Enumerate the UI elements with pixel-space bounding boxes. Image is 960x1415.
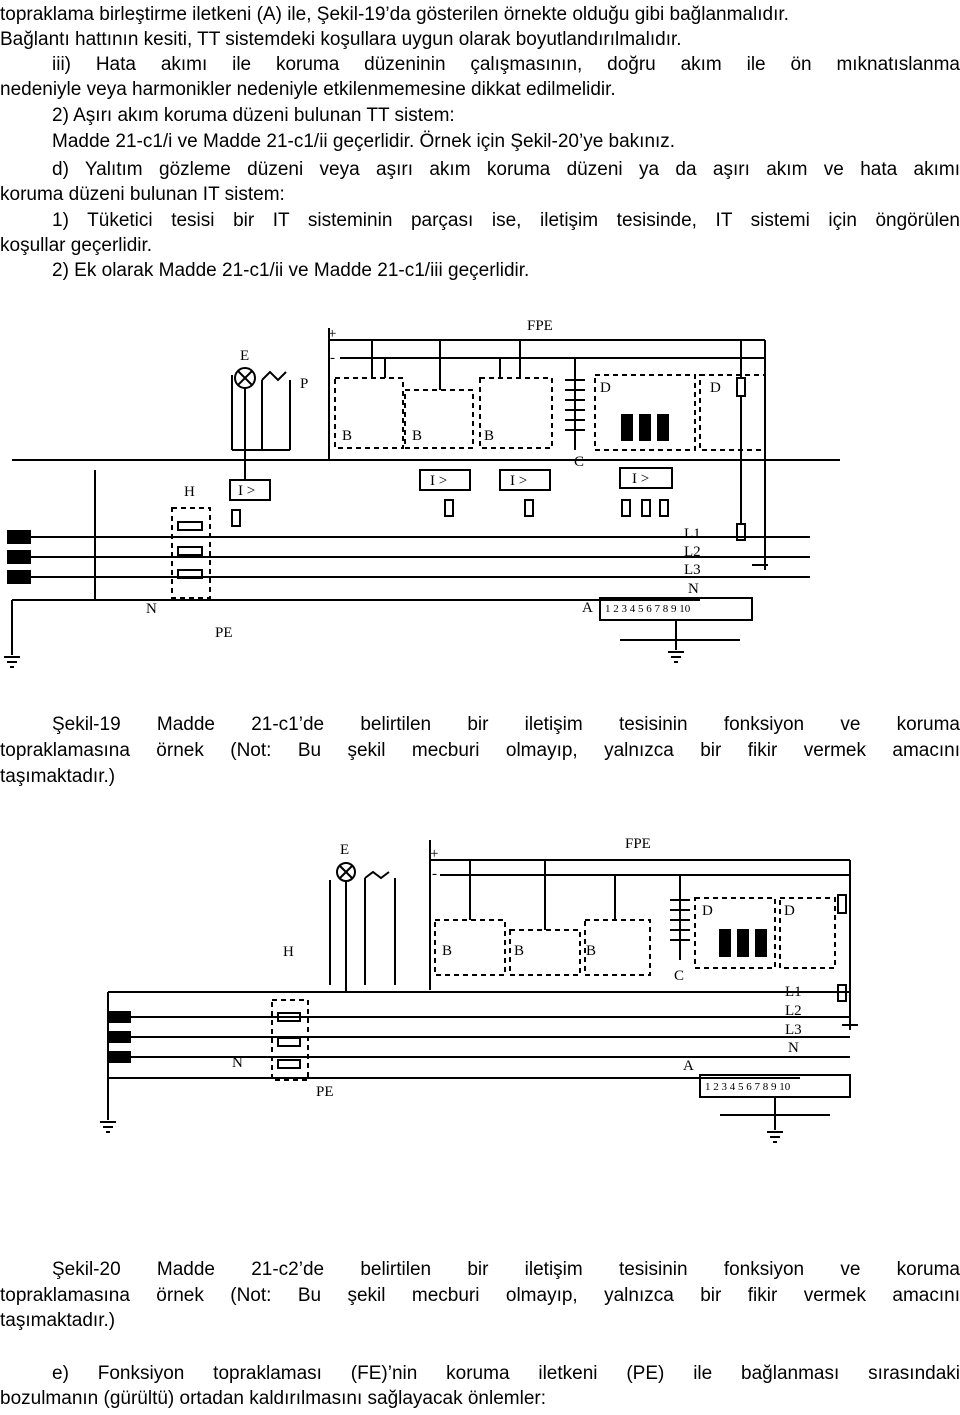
figure-20-diagram: [0, 820, 960, 1160]
svg-text:H: H: [283, 944, 294, 960]
svg-text:-: -: [330, 350, 335, 366]
text-line: Madde 21-c1/i ve Madde 21-c1/ii geçerlidir. Örnek için Şekil-20’ye bakınız.: [52, 131, 676, 152]
svg-text:C: C: [674, 968, 685, 984]
svg-text:FPE: FPE: [527, 318, 553, 334]
svg-text:I >: I >: [238, 483, 256, 499]
svg-text:D: D: [600, 380, 611, 396]
figure-20-caption: Şekil-20 Madde 21-c2’de belirtilen bir iletişim tesisinin fonksiyon ve koruma: [52, 1259, 960, 1280]
text-line: d) Yalıtım gözleme düzeni veya aşırı akım koruma düzeni ya da aşırı akım ve hata akımı: [52, 159, 960, 180]
svg-text:A: A: [582, 600, 593, 616]
svg-text:E: E: [240, 348, 250, 364]
text-line: koşullar geçerlidir.: [0, 235, 153, 256]
figure-19-diagram: [0, 300, 960, 700]
svg-text:I >: I >: [510, 473, 528, 489]
svg-text:P: P: [300, 376, 309, 392]
svg-text:H: H: [184, 484, 195, 500]
figure-19-caption: Şekil-19 Madde 21-c1’de belirtilen bir iletişim tesisinin fonksiyon ve koruma: [52, 714, 960, 735]
svg-text:FPE: FPE: [625, 836, 651, 852]
svg-text:C: C: [574, 454, 585, 470]
text-line: nedeniyle veya harmonikler nedeniyle etkilenmemesine dikkat edilmelidir.: [0, 79, 616, 100]
svg-text:L2: L2: [785, 1003, 802, 1019]
figure-19-caption: taşımaktadır.): [0, 766, 116, 787]
svg-text:N: N: [688, 581, 699, 597]
figure-19-caption: topraklamasına örnek (Not: Bu şekil mecburi olmayıp, yalnızca bir fikir vermek amacını: [0, 740, 960, 761]
svg-text:D: D: [784, 903, 795, 919]
svg-text:1 2 3 4 5 6 7 8 9 10: 1 2 3 4 5 6 7 8 9 10: [605, 603, 691, 615]
svg-text:B: B: [442, 943, 453, 959]
svg-text:N: N: [232, 1055, 243, 1071]
svg-text:-: -: [432, 866, 437, 882]
text-line: koruma düzeni bulunan IT sistem:: [0, 184, 285, 205]
text-line: 1) Tüketici tesisi bir IT sisteminin parçası ise, iletişim tesisinde, IT sistemi için öngörülen: [52, 210, 960, 231]
svg-text:N: N: [788, 1040, 799, 1056]
svg-text:B: B: [412, 428, 423, 444]
text-line: e) Fonksiyon topraklaması (FE)’nin koruma iletkeni (PE) ile bağlanması sırasındaki: [52, 1363, 960, 1384]
svg-text:I >: I >: [632, 471, 650, 487]
svg-text:1 2 3 4 5 6 7 8 9 10: 1 2 3 4 5 6 7 8 9 10: [705, 1081, 791, 1093]
text-line: topraklama birleştirme iletkeni (A) ile, Şekil-19’da gösterilen örnekte olduğu gibi bağlanmalıdır.: [0, 4, 789, 25]
figure-20-caption: topraklamasına örnek (Not: Bu şekil mecburi olmayıp, yalnızca bir fikir vermek amacını: [0, 1285, 960, 1306]
svg-text:E: E: [340, 842, 350, 858]
svg-text:B: B: [586, 943, 597, 959]
svg-text:A: A: [683, 1058, 694, 1074]
svg-text:L1: L1: [785, 984, 802, 1000]
svg-text:I >: I >: [430, 473, 448, 489]
svg-text:D: D: [710, 380, 721, 396]
text-line: 2) Ek olarak Madde 21-c1/ii ve Madde 21-c1/iii geçerlidir.: [52, 260, 530, 281]
svg-text:L3: L3: [785, 1022, 802, 1038]
text-line: iii) Hata akımı ile koruma düzeninin çalışmasının, doğru akım ile ön mıknatıslanma: [52, 54, 960, 75]
text-line: 2) Aşırı akım koruma düzeni bulunan TT sistem:: [52, 105, 455, 126]
svg-text:L1: L1: [684, 526, 701, 542]
svg-text:B: B: [514, 943, 525, 959]
svg-text:B: B: [484, 428, 495, 444]
svg-text:L3: L3: [684, 562, 701, 578]
text-line: Bağlantı hattının kesiti, TT sistemdeki koşullara uygun olarak boyutlandırılmalıdır.: [0, 29, 682, 50]
svg-text:PE: PE: [215, 625, 233, 641]
svg-text:B: B: [342, 428, 353, 444]
svg-text:L2: L2: [684, 544, 701, 560]
text-line: bozulmanın (gürültü) ortadan kaldırılmasını sağlayacak önlemler:: [0, 1388, 546, 1409]
svg-text:+: +: [430, 846, 439, 862]
svg-text:D: D: [702, 903, 713, 919]
svg-text:N: N: [146, 601, 157, 617]
svg-text:+: +: [328, 326, 337, 342]
figure-20-caption: taşımaktadır.): [0, 1310, 116, 1331]
svg-text:PE: PE: [316, 1084, 334, 1100]
